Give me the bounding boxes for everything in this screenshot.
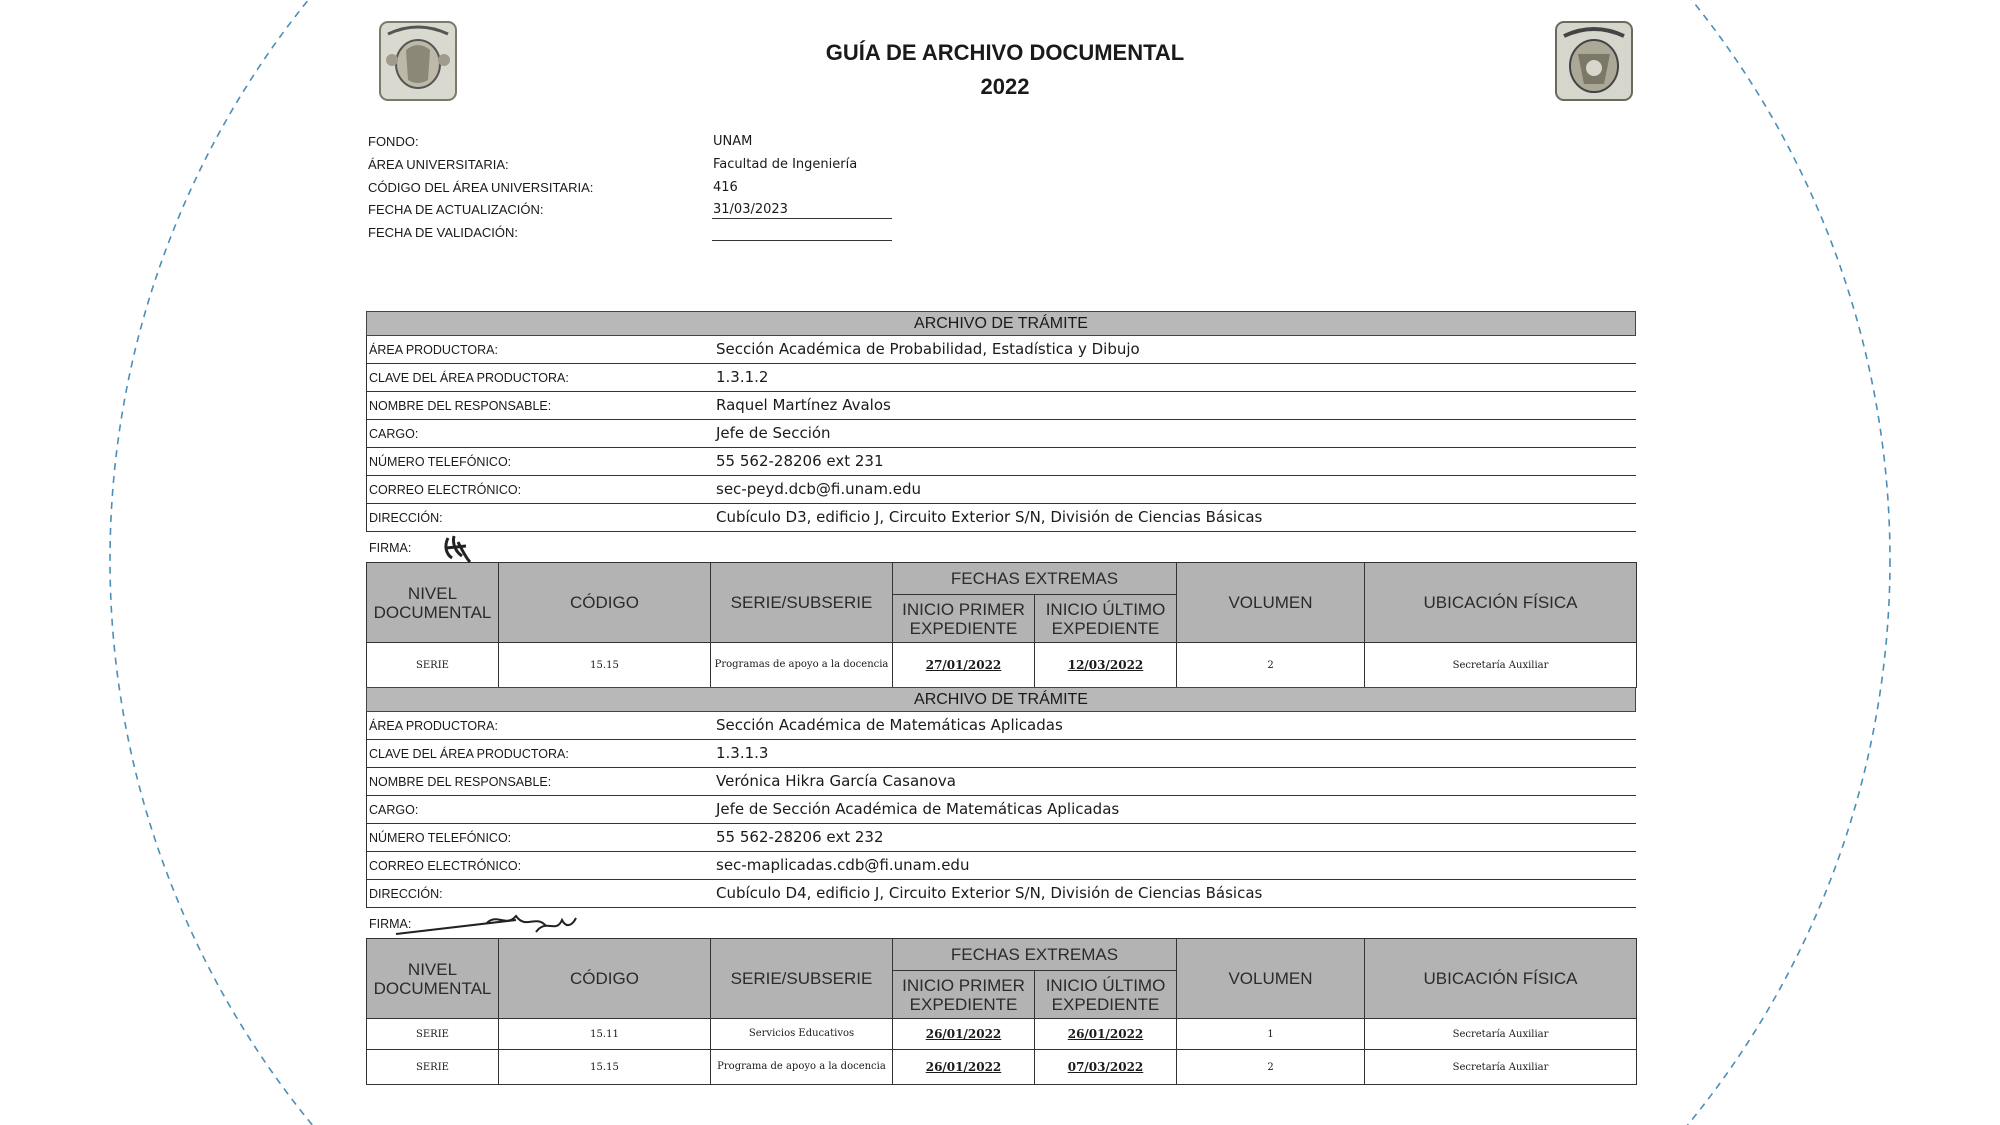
meta-label: FECHA DE ACTUALIZACIÓN: xyxy=(368,202,544,217)
field-value: Cubículo D3, edificio J, Circuito Exterior S/N, División de Ciencias Básicas xyxy=(716,508,1263,526)
field-area-productora xyxy=(366,336,1636,364)
header-serie: SERIE/SUBSERIE xyxy=(711,563,893,643)
field-value: Raquel Martínez Avalos xyxy=(716,396,891,414)
field-label: ÁREA PRODUCTORA: xyxy=(369,343,498,357)
field-clave xyxy=(366,740,1636,768)
document-title: GUÍA DE ARCHIVO DOCUMENTAL xyxy=(825,40,1185,65)
field-value: Jefe de Sección Académica de Matemáticas Aplicadas xyxy=(716,800,1120,818)
field-clave xyxy=(366,364,1636,392)
field-label: DIRECCIÓN: xyxy=(369,887,443,901)
cell-nivel: SERIE xyxy=(367,1050,499,1085)
cell-inicio-ultimo: 26/01/2022 xyxy=(1035,1019,1177,1050)
cell-inicio-ultimo: 07/03/2022 xyxy=(1035,1050,1177,1085)
field-label: NOMBRE DEL RESPONSABLE: xyxy=(369,775,552,789)
field-value: Sección Académica de Probabilidad, Estadística y Dibujo xyxy=(716,340,1140,358)
cell-ubicacion: Secretaría Auxiliar xyxy=(1365,1050,1637,1085)
cell-nivel: SERIE xyxy=(367,1019,499,1050)
cell-serie: Programas de apoyo a la docencia xyxy=(711,643,893,688)
section-heading: ARCHIVO DE TRÁMITE xyxy=(366,311,1636,336)
field-value: 55 562-28206 ext 232 xyxy=(716,828,884,846)
header-nivel: NIVEL DOCUMENTAL xyxy=(367,563,499,643)
header-fechas: FECHAS EXTREMAS xyxy=(893,563,1177,595)
firma-label: FIRMA: xyxy=(369,541,412,555)
document-year: 2022 xyxy=(980,74,1030,99)
cell-ubicacion: Secretaría Auxiliar xyxy=(1365,643,1637,688)
header-ubicacion: UBICACIÓN FÍSICA xyxy=(1365,563,1637,643)
header-serie: SERIE/SUBSERIE xyxy=(711,939,893,1019)
field-value: Jefe de Sección xyxy=(716,424,831,442)
underline xyxy=(712,240,892,241)
section-heading: ARCHIVO DE TRÁMITE xyxy=(366,687,1636,712)
cell-inicio-ultimo: 12/03/2022 xyxy=(1035,643,1177,688)
cell-inicio-primer: 26/01/2022 xyxy=(893,1050,1035,1085)
table-row xyxy=(367,643,1637,688)
cell-serie: Programa de apoyo a la docencia xyxy=(711,1050,893,1085)
field-responsable xyxy=(366,768,1636,796)
table-row xyxy=(367,1050,1637,1085)
underline xyxy=(712,218,892,219)
field-value: Cubículo D4, edificio J, Circuito Exterior S/N, División de Ciencias Básicas xyxy=(716,884,1263,902)
field-cargo xyxy=(366,796,1636,824)
cell-codigo: 15.15 xyxy=(499,643,711,688)
field-label: CORREO ELECTRÓNICO: xyxy=(369,483,522,497)
field-value: 55 562-28206 ext 231 xyxy=(716,452,884,470)
field-area-productora xyxy=(366,712,1636,740)
cell-volumen: 2 xyxy=(1177,1050,1365,1085)
field-cargo xyxy=(366,420,1636,448)
cell-serie: Servicios Educativos xyxy=(711,1019,893,1050)
header-codigo: CÓDIGO xyxy=(499,939,711,1019)
field-value: Sección Académica de Matemáticas Aplicadas xyxy=(716,716,1063,734)
meta-value: 31/03/2023 xyxy=(713,202,788,217)
series-table xyxy=(366,938,1637,1085)
cell-volumen: 2 xyxy=(1177,643,1365,688)
field-direccion xyxy=(366,504,1636,532)
cell-inicio-primer: 26/01/2022 xyxy=(893,1019,1035,1050)
signature-icon xyxy=(366,532,486,566)
firma-label: FIRMA: xyxy=(369,917,412,931)
section-probabilidad xyxy=(366,311,1636,688)
ingenieria-crest-icon xyxy=(1554,20,1634,102)
field-direccion xyxy=(366,880,1636,908)
cell-volumen: 1 xyxy=(1177,1019,1365,1050)
cell-codigo: 15.11 xyxy=(499,1019,711,1050)
field-label: CARGO: xyxy=(369,427,419,441)
header-inicio-ultimo: INICIO ÚLTIMO EXPEDIENTE xyxy=(1035,971,1177,1019)
field-telefono xyxy=(366,824,1636,852)
cell-ubicacion: Secretaría Auxiliar xyxy=(1365,1019,1637,1050)
field-value: Verónica Hikra García Casanova xyxy=(716,772,956,790)
header-nivel: NIVEL DOCUMENTAL xyxy=(367,939,499,1019)
meta-value: UNAM xyxy=(713,134,753,149)
field-value: sec-peyd.dcb@fi.unam.edu xyxy=(716,480,921,498)
header-volumen: VOLUMEN xyxy=(1177,563,1365,643)
field-label: DIRECCIÓN: xyxy=(369,511,443,525)
meta-label: ÁREA UNIVERSITARIA: xyxy=(368,157,509,172)
field-label: CLAVE DEL ÁREA PRODUCTORA: xyxy=(369,371,569,385)
field-telefono xyxy=(366,448,1636,476)
cell-codigo: 15.15 xyxy=(499,1050,711,1085)
field-label: CORREO ELECTRÓNICO: xyxy=(369,859,522,873)
field-label: CLAVE DEL ÁREA PRODUCTORA: xyxy=(369,747,569,761)
header-inicio-ultimo: INICIO ÚLTIMO EXPEDIENTE xyxy=(1035,595,1177,643)
field-correo xyxy=(366,852,1636,880)
header-fechas: FECHAS EXTREMAS xyxy=(893,939,1177,971)
firma-row xyxy=(366,532,1636,562)
header-volumen: VOLUMEN xyxy=(1177,939,1365,1019)
series-table xyxy=(366,562,1637,688)
field-responsable xyxy=(366,392,1636,420)
field-label: NOMBRE DEL RESPONSABLE: xyxy=(369,399,552,413)
unam-crest-icon xyxy=(378,20,458,102)
meta-value: 416 xyxy=(713,180,738,195)
field-value: 1.3.1.2 xyxy=(716,368,769,386)
cell-nivel: SERIE xyxy=(367,643,499,688)
field-label: CARGO: xyxy=(369,803,419,817)
field-value: 1.3.1.3 xyxy=(716,744,769,762)
field-label: NÚMERO TELEFÓNICO: xyxy=(369,455,512,469)
field-correo xyxy=(366,476,1636,504)
field-value: sec-maplicadas.cdb@fi.unam.edu xyxy=(716,856,970,874)
header-ubicacion: UBICACIÓN FÍSICA xyxy=(1365,939,1637,1019)
field-label: NÚMERO TELEFÓNICO: xyxy=(369,831,512,845)
meta-label: FECHA DE VALIDACIÓN: xyxy=(368,225,519,240)
field-label: ÁREA PRODUCTORA: xyxy=(369,719,498,733)
header-inicio-primer: INICIO PRIMER EXPEDIENTE xyxy=(893,595,1035,643)
signature-icon xyxy=(366,908,666,942)
table-row xyxy=(367,1019,1637,1050)
meta-label: FONDO: xyxy=(368,134,419,149)
meta-label: CÓDIGO DEL ÁREA UNIVERSITARIA: xyxy=(368,180,594,195)
firma-row xyxy=(366,908,1636,938)
cell-inicio-primer: 27/01/2022 xyxy=(893,643,1035,688)
meta-value: Facultad de Ingeniería xyxy=(713,157,858,172)
header-inicio-primer: INICIO PRIMER EXPEDIENTE xyxy=(893,971,1035,1019)
section-matematicas xyxy=(366,687,1636,1085)
header-codigo: CÓDIGO xyxy=(499,563,711,643)
